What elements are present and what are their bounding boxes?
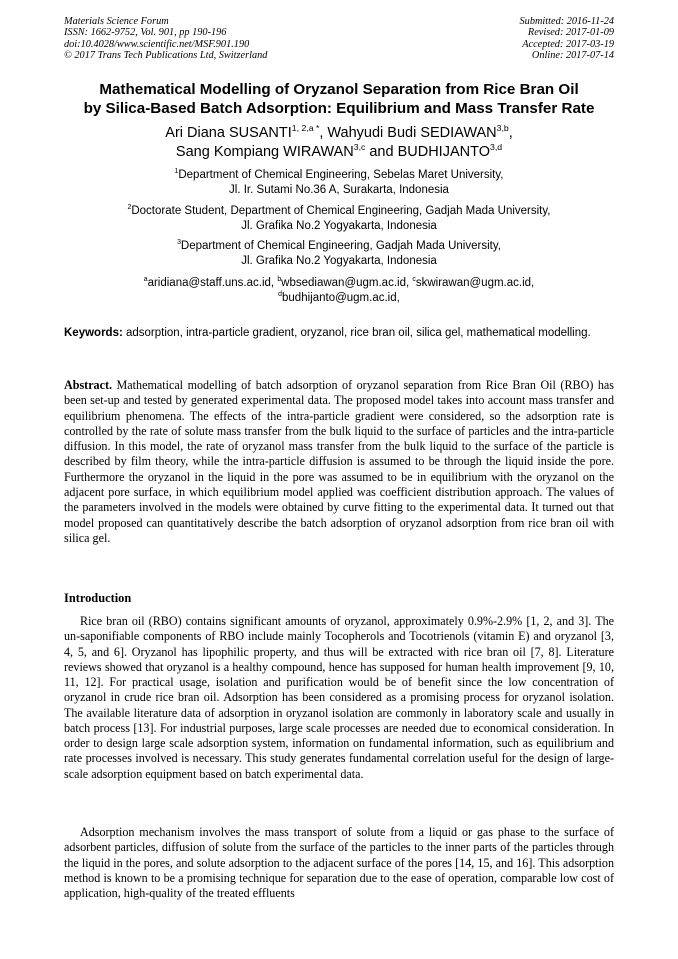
accepted-date: Accepted: 2017-03-19 <box>522 38 614 50</box>
revised-date: Revised: 2017-01-09 <box>527 27 614 39</box>
intro-paragraph-1: Rice bran oil (RBO) contains significant amounts of oryzanol, approximately 0.9%-2.9% [1, 2, and 3]. The un-saponifiable components of RBO include mainly Tocopherols and Tocotrienols (vitamin E) and oryzanol [3, 4, 5, and 6]. Oryzanol has lipophilic property, and thus will be extracted with rice bran oil [7, 8]. Literature reviews showed that oryzanol is a healthy compound, hence has supposed for human health improvement [9, 10, 11, 12]. For practical usage, isolation and purification would be of benefit since the low concentration of oryzanol in crude rice bran oil. Adsorption has been considered as a promising process for oryzanol isolation. The available literature data of adsorption in oryzanol isolation are commonly in laboratory scale and usually in batch process [13]. For industrial purposes, large scale processes are needed due to economical consideration. In order to design large scale adsorption system, information on fundamental information, such as equilibrium and rate processes involved is necessary. This study generates fundamental correlation useful for the design of large-scale adsorption equipment based on batch experimental data. <box>64 614 614 781</box>
email-sup: a <box>143 276 148 284</box>
affiliation-line <box>40 204 638 219</box>
email-link[interactable]: budhijanto@ugm.ac.id, <box>282 291 400 304</box>
author-name: Ari Diana SUSANTI <box>165 125 292 141</box>
affiliation-text: Doctorate Student, Department of Chemical Engineering, Gadjah Mada University, <box>131 205 551 217</box>
affiliation-1 <box>40 168 638 197</box>
author-sup: 3,c <box>353 142 366 153</box>
affiliation-line <box>40 239 638 254</box>
email-line-2 <box>40 291 638 306</box>
email-sup: b <box>277 276 282 284</box>
affiliation-line <box>40 168 638 183</box>
publication-dates <box>520 16 614 62</box>
email-link[interactable]: skwirawan@ugm.ac.id, <box>415 277 535 289</box>
keywords <box>64 326 614 341</box>
keywords-label: Keywords: <box>64 327 123 339</box>
email-sup: c <box>412 276 416 284</box>
online-date: Online: 2017-07-14 <box>531 50 614 62</box>
affiliation-sup: 2 <box>127 204 132 212</box>
issn-line: ISSN: 1662-9752, Vol. 901, pp 190-196 <box>64 27 227 39</box>
email-sup: d <box>278 290 283 298</box>
intro-paragraph-2: Adsorption mechanism involves the mass transport of solute from a liquid or gas phase to the surface of adsorbent particles, diffusion of solute from the surface of the particles to the inner parts of the particles through the liquid in the pores, and solute adsorption to the adjacent surface of the pores [14, 15, and 16]. This adsorption method is known to be a promising technique for separation due to the ease of operation, comparable low cost of application, high-quality of the treated effluents <box>64 825 614 900</box>
author-list <box>50 124 628 162</box>
affiliation-address: Jl. Ir. Sutami No.36 A, Surakarta, Indonesia <box>229 183 449 196</box>
copyright-line: © 2017 Trans Tech Publications Ltd, Switzerland <box>64 50 268 62</box>
affiliation-2 <box>40 204 638 233</box>
abstract-text: Mathematical modelling of batch adsorption of oryzanol separation from Rice Bran Oil (RBO) has been set-up and tested by generated experimental data. The proposed model takes into account mass transfer and equilibrium phenomena. The effects of the intra-particle gradient were considered, so the adsorption rate is controlled by the rate of solute mass transfer from the bulk liquid to the surface of particles and the intra-particle diffusion. In this model, the rate of oryzanol mass transfer from the bulk liquid to the surface of the particle is described by film theory, while the intra-particle diffusion is assumed to be through the liquid inside the pore. Furthermore the oryzanol in the liquid in the pore was assumed to be in equilibrium with the oryzanol on the adjacent pore surface, in which equilibrium model applied was coefficient distribution approach. The values of the parameters involved in the models were obtained by curve fitting to the experimental data. It turned out that model proposed can quantitatively describe the batch adsorption of oryzanol adsorption from rice bran oil with silica gel. <box>64 378 614 545</box>
authors-line-2 <box>50 143 628 162</box>
doi-line: doi:10.4028/www.scientific.net/MSF.901.190 <box>64 38 250 50</box>
affiliation-text: Department of Chemical Engineering, Gadjah Mada University, <box>180 240 501 252</box>
affiliation-3 <box>40 239 638 268</box>
author-name: and BUDHIJANTO <box>365 144 490 160</box>
section-heading-introduction: Introduction <box>64 591 132 605</box>
abstract-label: Abstract. <box>64 378 113 392</box>
author-sup: 1, 2,a * <box>291 123 320 134</box>
email-line-1 <box>40 276 638 291</box>
email-link[interactable]: wbsediawan@ugm.ac.id, <box>281 277 413 289</box>
author-separator: , <box>508 125 513 141</box>
author-sup: 3,b <box>496 123 509 134</box>
keywords-text: adsorption, intra-particle gradient, oryzanol, rice bran oil, silica gel, mathematical modelling. <box>122 327 591 339</box>
journal-header <box>64 16 614 62</box>
author-name: Sang Kompiang WIRAWAN <box>175 144 354 160</box>
authors-line-1 <box>50 124 628 143</box>
journal-name: Materials Science Forum <box>64 16 169 27</box>
submitted-date: Submitted: 2016-11-24 <box>519 16 614 27</box>
affiliation-sup: 1 <box>174 168 179 176</box>
author-emails <box>40 276 638 305</box>
journal-info <box>64 16 267 62</box>
affiliation-sup: 3 <box>177 239 181 247</box>
affiliation-text: Department of Chemical Engineering, Sebelas Maret University, <box>178 169 504 181</box>
author-sup: 3,d <box>489 142 503 153</box>
title-line-2: by Silica-Based Batch Adsorption: Equilibrium and Mass Transfer Rate <box>83 100 595 117</box>
abstract <box>64 378 614 546</box>
title-line-1: Mathematical Modelling of Oryzanol Separation from Rice Bran Oil <box>99 81 579 98</box>
paper-title <box>50 80 628 118</box>
email-link[interactable]: aridiana@staff.uns.ac.id, <box>147 277 278 289</box>
affiliation-address: Jl. Grafika No.2 Yogyakarta, Indonesia <box>241 254 437 267</box>
author-name: , Wahyudi Budi SEDIAWAN <box>319 125 497 141</box>
affiliation-address: Jl. Grafika No.2 Yogyakarta, Indonesia <box>241 219 437 232</box>
